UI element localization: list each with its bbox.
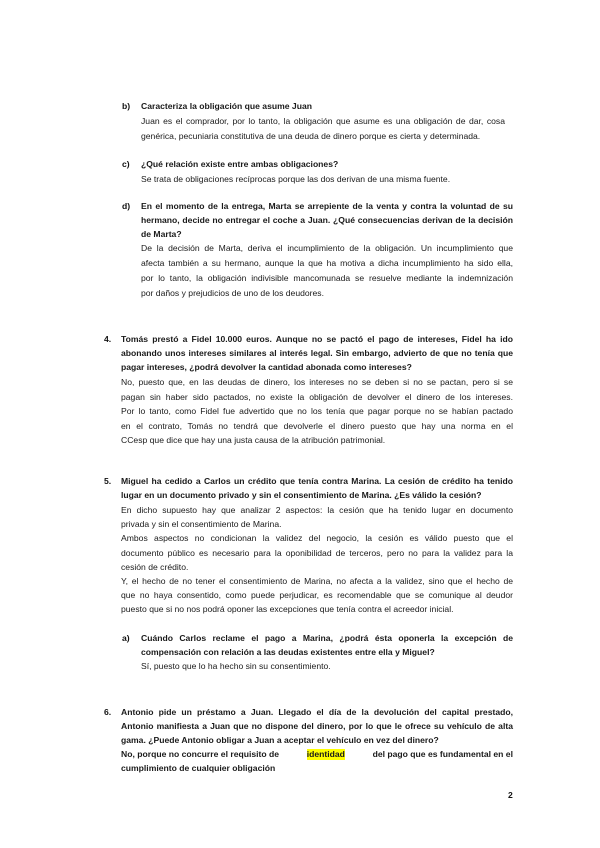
answer-4-line-2: pagan sin haber sido pactados, no existe la obligación de devolver el dinero de los intereses. (121, 392, 513, 402)
answer-6-text-before: No, porque no concurre el requisito de (121, 749, 280, 759)
answer-5-line-5: cesión de crédito. (121, 562, 189, 572)
answer-b-line-2: genérica, pecuniaria constitutiva de una deuda de dinero porque es cierta y determinada. (141, 131, 481, 141)
answer-4-line-5: CCesp que dice que hay una justa causa de la atribución patrimonial. (121, 435, 386, 445)
answer-d-line-3: por lo tanto, la obligación indivisible mancomunada se resuelve mediante la indemnización (141, 273, 513, 283)
answer-5-line-6: Y, el hecho de no tener el consentimiento de Marina, no afecta a la validez, sino que el hecho de (121, 576, 513, 586)
question-d-line-1: En el momento de la entrega, Marta se arrepiente de la venta y contra la voluntad de su (141, 201, 513, 211)
question-6-line-1: Antonio pide un préstamo a Juan. Llegado el día de la devolución del capital prestado, (121, 707, 513, 717)
item-marker-5: 5. (104, 476, 112, 486)
question-d-line-3: de Marta? (141, 229, 182, 239)
highlighted-word: identidad (306, 749, 345, 759)
answer-6-line-1 (121, 749, 513, 760)
question-d-line-2: hermano, decide no entregar el coche a Juan. ¿Qué consecuencias derivan de la decisión (141, 215, 513, 225)
answer-d-line-2: afecta también a su hermano, aunque la que ha motiva a dicha incumplimiento ha sido ella, (141, 258, 513, 268)
answer-c-line-1: Se trata de obligaciones recíprocas porque las dos derivan de una misma fuente. (141, 174, 451, 184)
answer-d-line-4: por daños y prejudicios de uno de los deudores. (141, 288, 324, 298)
item-marker-5a: a) (122, 633, 130, 643)
question-6-line-2: Antonio manifiesta a Juan que no dispone del dinero, por lo que le ofrece su vehículo de alta (121, 721, 513, 731)
question-5a-line-1: Cuándo Carlos reclame el pago a Marina, ¿podrá ésta oponerla la excepción de (141, 633, 513, 643)
answer-5-line-8: puesto que si no nos podrá oponer las excepciones que tenía contra el acreedor inicial. (121, 604, 454, 614)
answer-4-line-4: en el contrato, Tomás no tendrá que devolverle el dinero puesto que hay una norma en el (121, 421, 513, 431)
question-5-line-1: Miguel ha cedido a Carlos un crédito que tenía contra Marina. La cesión de crédito ha tenido (121, 476, 513, 486)
item-marker-6: 6. (104, 707, 112, 717)
question-c: ¿Qué relación existe entre ambas obligaciones? (141, 159, 339, 169)
answer-5a-line-1: Sí, puesto que lo ha hecho sin su consentimiento. (141, 661, 331, 671)
answer-5-line-4: documento público es necesario para la oponibilidad de terceros, pero no para la validez para la (121, 548, 513, 558)
answer-4-line-3: Por lo tanto, como Fidel fue advertido que no los tenía que pagar porque no se habían pactado (121, 406, 513, 416)
item-marker-b: b) (122, 101, 131, 111)
question-5a-line-2: compensación con relación a las deudas existentes entre ella y Miguel? (141, 647, 435, 657)
answer-d-line-1: De la decisión de Marta, deriva el incumplimiento de la obligación. Un incumplimiento que (141, 243, 513, 253)
question-6-line-3: gama. ¿Puede Antonio obligar a Juan a aceptar el vehículo en vez del dinero? (121, 735, 439, 745)
question-4-line-2: abonando unos intereses similares al interés legal. Sin embargo, advierto de que no tenía que (121, 348, 513, 358)
answer-5-line-3: Ambos aspectos no condicionan la validez del negocio, la cesión es válido puesto que el (121, 533, 513, 543)
answer-6-text-after: del pago que es fundamental en el (372, 749, 513, 759)
page-number: 2 (508, 790, 513, 800)
question-4-line-1: Tomás prestó a Fidel 10.000 euros. Aunque no se pactó el pago de intereses, Fidel ha ido (121, 334, 513, 344)
question-4-line-3: pagar intereses, ¿podrá devolver la cantidad abonada como intereses? (121, 362, 412, 372)
answer-5-line-1: En dicho supuesto hay que analizar 2 aspectos: la cesión que ha tenido lugar en documento (121, 505, 513, 515)
answer-5-line-7: que no haya consentido, como puede perjudicar, es recomendable que se comunique al deudor (121, 590, 513, 600)
item-marker-d: d) (122, 201, 131, 211)
item-marker-4: 4. (104, 334, 112, 344)
question-b: Caracteriza la obligación que asume Juan (141, 101, 312, 111)
answer-6-line-2: cumplimiento de cualquier obligación (121, 763, 276, 773)
answer-5-line-2: privada y sin el consentimiento de Marina. (121, 519, 282, 529)
answer-b-line-1: Juan es el comprador, por lo tanto, la obligación que asume es una obligación de dar, cosa (141, 116, 505, 126)
item-marker-c: c) (122, 159, 130, 169)
question-5-line-2: lugar en un documento privado y sin el consentimiento de Marina. ¿Es válido la cesión? (121, 490, 482, 500)
answer-4-line-1: No, puesto que, en las deudas de dinero, los intereses no se deben si no se pactan, pero si se (121, 377, 513, 387)
